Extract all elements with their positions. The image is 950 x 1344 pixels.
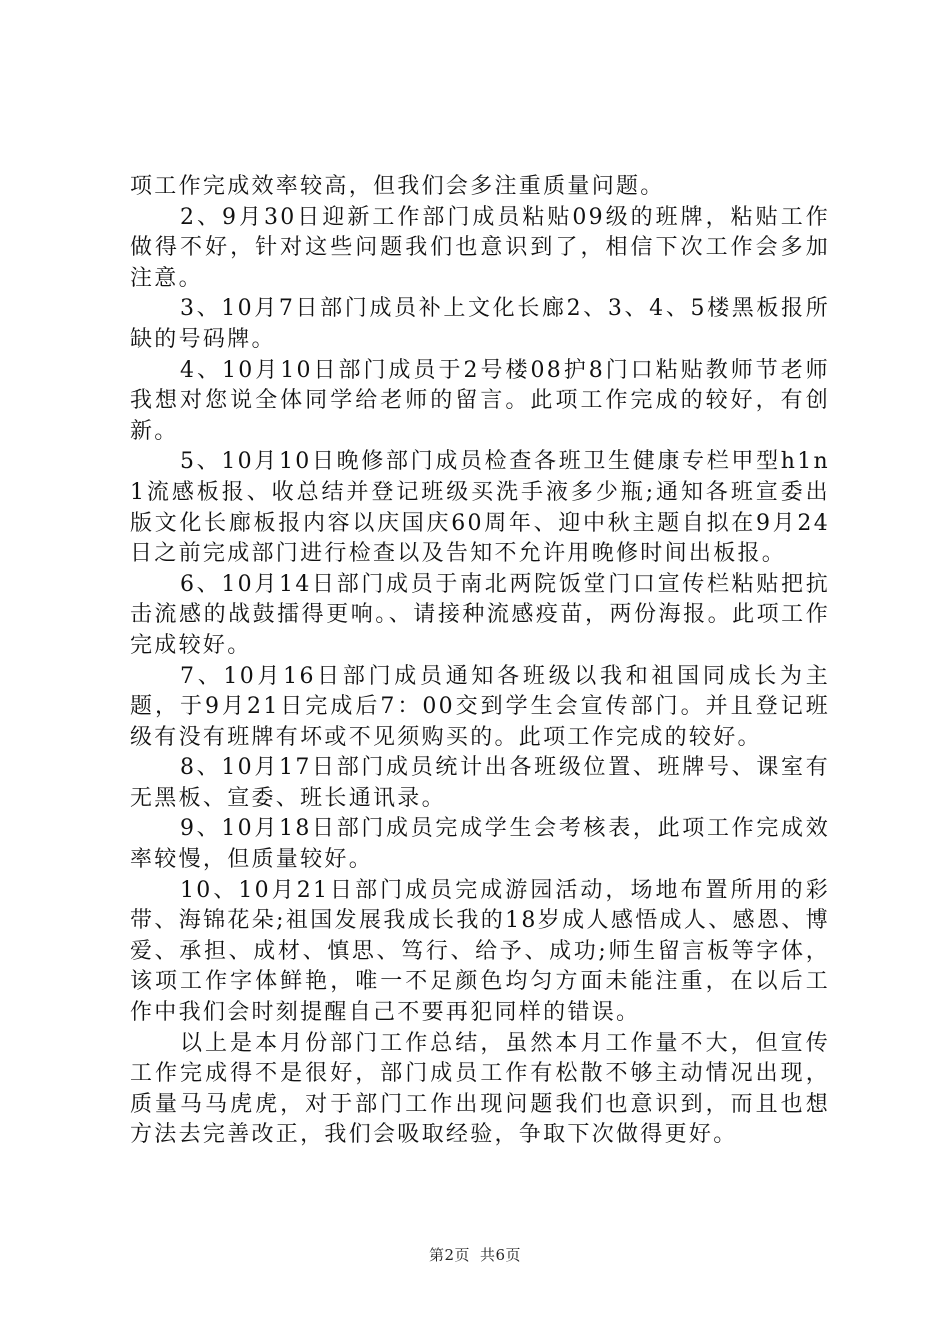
paragraph-item-7: 7、10月16日部门成员通知各班级以我和祖国同成长为主题，于9月21日完成后7：00交到学生会宣传部门。并且登记班级有没有班牌有坏或不见须购买的。此项工作完成的较好。 (130, 663, 830, 750)
paragraph-item-2: 2、9月30日迎新工作部门成员粘贴09级的班牌，粘贴工作做得不好，针对这些问题我们也意识到了，相信下次工作会多加注意。 (130, 204, 830, 291)
paragraph-item-9: 9、10月18日部门成员完成学生会考核表，此项工作完成效率较慢，但质量较好。 (130, 816, 830, 873)
paragraph-summary: 以上是本月份部门工作总结，虽然本月工作量不大，但宣传工作完成得不是很好，部门成员工作有松散不够主动情况出现，质量马马虎虎，对于部门工作出现问题我们也意识到，而且也想方法去完善改正，我们会吸取经验，争取下次做得更好。 (130, 1030, 830, 1148)
page-number-current: 第2页 (428, 1246, 470, 1264)
paragraph-item-6: 6、10月14日部门成员于南北两院饭堂门口宣传栏粘贴把抗击流感的战鼓擂得更响。、请接种流感疫苗，两份海报。此项工作完成较好。 (130, 571, 830, 658)
page-number-total: 共6页 (480, 1246, 522, 1264)
paragraph-continuation: 项工作完成效率较高，但我们会多注重质量问题。 (130, 174, 665, 199)
document-body (130, 172, 830, 1151)
paragraph-item-10: 10、10月21日部门成员完成游园活动，场地布置所用的彩带、海锦花朵;祖国发展我成长我的18岁成人感悟成人、感恩、博爱、承担、成材、慎思、笃行、给予、成功;师生留言板等字体，该项工作字体鲜艳，唯一不足颜色均匀方面未能注重，在以后工作中我们会时刻提醒自己不要再犯同样的错误。 (130, 877, 830, 1026)
paragraph-item-4: 4、10月10日部门成员于2号楼08护8门口粘贴教师节老师我想对您说全体同学给老师的留言。此项工作完成的较好，有创新。 (130, 357, 830, 444)
page-footer (0, 1244, 950, 1265)
paragraph-item-3: 3、10月7日部门成员补上文化长廊2、3、4、5楼黑板报所缺的号码牌。 (130, 296, 830, 352)
paragraph-item-8: 8、10月17日部门成员统计出各班级位置、班牌号、课室有无黑板、宣委、班长通讯录。 (130, 755, 830, 811)
paragraph-item-5: 5、10月10日晚修部门成员检查各班卫生健康专栏甲型h1n1流感板报、收总结并登记班级买洗手液多少瓶;通知各班宣委出版文化长廊板报内容以庆国庆60周年、迎中秋主题自拟在9月24日之前完成部门进行检查以及告知不允许用晚修时间出板报。 (130, 449, 830, 567)
